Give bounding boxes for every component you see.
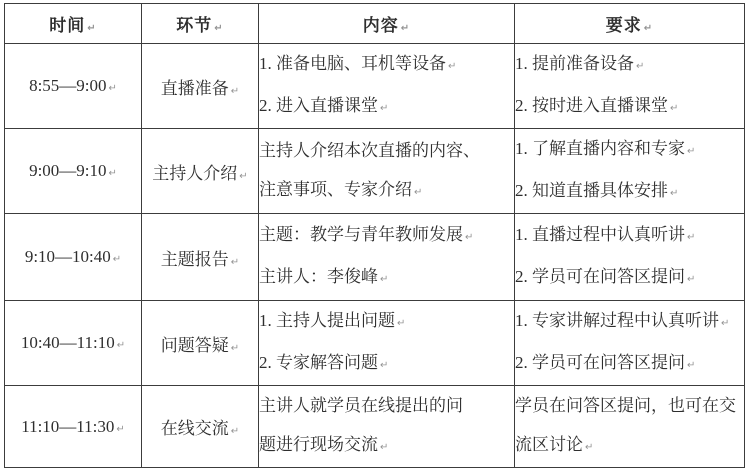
time-cell [5, 214, 142, 301]
paragraph-mark-icon: ↵ [230, 85, 240, 97]
content-text: 1. 准备电脑、耳机等设备 [259, 54, 446, 73]
paragraph-mark-icon: ↵ [397, 318, 406, 329]
content-line [259, 131, 514, 170]
header-label: 环节 [176, 16, 213, 35]
content-line [259, 301, 514, 343]
requirement-text: 2. 按时进入直播课堂 [515, 96, 668, 115]
requirement-line [515, 343, 744, 385]
requirement-text: 1. 了解直播内容和专家 [515, 139, 685, 158]
paragraph-mark-icon: ↵ [380, 360, 389, 371]
content-text: 注意事项、专家介绍 [259, 179, 412, 199]
stage-label: 主持人介绍 [152, 163, 238, 183]
paragraph-mark-icon: ↵ [721, 318, 730, 329]
paragraph-mark-icon: ↵ [687, 274, 696, 285]
content-text: 主讲人：李俊峰 [259, 267, 378, 286]
paragraph-mark-icon: ↵ [636, 61, 645, 72]
paragraph-mark-icon: ↵ [687, 146, 696, 157]
content-text: 主题：教学与青年教师发展 [259, 225, 463, 244]
content-line [259, 343, 514, 385]
content-line [259, 425, 514, 467]
stage-cell [142, 129, 259, 214]
requirement-line [515, 44, 744, 86]
time-cell [5, 386, 142, 468]
table-row [5, 44, 745, 129]
requirement-line [515, 171, 744, 213]
content-text: 1. 主持人提出问题 [259, 311, 395, 330]
paragraph-mark-icon: ↵ [465, 232, 474, 243]
time-value: 10:40—11:10 [20, 333, 115, 352]
paragraph-mark-icon: ↵ [670, 188, 679, 199]
content-cell [259, 301, 515, 386]
requirement-line [515, 215, 744, 257]
content-line [259, 170, 514, 212]
content-text: 2. 进入直播课堂 [259, 96, 378, 115]
requirement-line [515, 301, 744, 343]
paragraph-mark-icon: ↵ [414, 186, 423, 198]
paragraph-mark-icon: ↵ [687, 360, 696, 371]
paragraph-mark-icon: ↵ [448, 61, 457, 72]
requirements-cell [515, 44, 745, 129]
requirement-line [515, 257, 744, 299]
table-header-row [5, 4, 745, 44]
content-line [259, 86, 514, 128]
content-text: 主讲人就学员在线提出的问 [259, 396, 463, 415]
paragraph-mark-icon: ↵ [380, 274, 389, 285]
paragraph-mark-icon: ↵ [230, 342, 240, 354]
content-line [259, 257, 514, 299]
paragraph-mark-icon: ↵ [380, 103, 389, 114]
table-row [5, 301, 745, 386]
stage-cell [142, 386, 259, 468]
content-text: 2. 专家解答问题 [259, 353, 378, 372]
paragraph-mark-icon: ↵ [108, 83, 117, 94]
stage-label: 直播准备 [160, 78, 229, 98]
content-line [259, 44, 514, 86]
requirement-text: 2. 学员可在问答区提问 [515, 353, 685, 372]
paragraph-mark-icon: ↵ [230, 426, 240, 437]
time-cell [5, 301, 142, 386]
stage-label: 问题答疑 [160, 335, 229, 355]
table-row [5, 386, 745, 468]
requirement-text: 学员在问答区提问，也可在交 [515, 396, 736, 415]
paragraph-mark-icon: ↵ [670, 103, 679, 114]
content-cell [259, 44, 515, 129]
paragraph-mark-icon: ↵ [116, 423, 125, 435]
requirement-line [515, 86, 744, 128]
requirement-text: 2. 学员可在问答区提问 [515, 267, 685, 286]
paragraph-mark-icon: ↵ [400, 23, 411, 34]
requirement-line [515, 129, 744, 171]
content-cell [259, 214, 515, 301]
time-cell [5, 44, 142, 129]
time-value: 8:55—9:00 [29, 76, 107, 95]
time-value: 9:00—9:10 [29, 161, 107, 180]
table-row [5, 214, 745, 301]
requirement-line [515, 386, 744, 425]
content-cell [259, 386, 515, 468]
time-value: 9:10—10:40 [24, 247, 111, 266]
header-label: 要求 [605, 16, 642, 35]
stage-label: 在线交流 [160, 419, 229, 438]
stage-label: 主题报告 [160, 249, 229, 269]
requirement-text: 流区讨论 [515, 435, 583, 454]
paragraph-mark-icon: ↵ [108, 168, 117, 179]
content-line [259, 215, 514, 257]
paragraph-mark-icon: ↵ [87, 23, 97, 34]
schedule-table [4, 3, 745, 468]
paragraph-mark-icon: ↵ [239, 170, 248, 182]
requirements-cell [515, 386, 745, 468]
requirement-text: 1. 直播过程中认真听讲 [515, 225, 685, 244]
column-header-requirements [515, 4, 745, 44]
stage-cell [142, 44, 259, 129]
paragraph-mark-icon: ↵ [116, 340, 126, 351]
stage-cell [142, 301, 259, 386]
paragraph-mark-icon: ↵ [687, 232, 696, 243]
column-header-stage [142, 4, 259, 44]
requirement-text: 1. 专家讲解过程中认真听讲 [515, 311, 719, 330]
time-cell [5, 129, 142, 214]
paragraph-mark-icon: ↵ [112, 254, 122, 265]
paragraph-mark-icon: ↵ [380, 442, 389, 453]
time-value: 11:10—11:30 [21, 416, 115, 436]
content-cell [259, 129, 515, 214]
requirements-cell [515, 214, 745, 301]
table-row [5, 129, 745, 214]
requirement-text: 2. 知道直播具体安排 [515, 181, 668, 200]
stage-cell [142, 214, 259, 301]
requirement-text: 1. 提前准备设备 [515, 54, 634, 73]
content-text: 题进行现场交流 [259, 435, 378, 454]
paragraph-mark-icon: ↵ [643, 23, 654, 34]
header-label: 时间 [49, 16, 86, 35]
column-header-time [5, 4, 142, 44]
content-line [259, 386, 514, 425]
paragraph-mark-icon: ↵ [214, 23, 224, 34]
header-label: 内容 [362, 16, 399, 35]
column-header-content [259, 4, 515, 44]
requirements-cell [515, 301, 745, 386]
requirements-cell [515, 129, 745, 214]
paragraph-mark-icon: ↵ [585, 442, 594, 453]
content-text: 主持人介绍本次直播的内容、 [259, 140, 480, 160]
requirement-line [515, 425, 744, 467]
paragraph-mark-icon: ↵ [230, 256, 240, 268]
